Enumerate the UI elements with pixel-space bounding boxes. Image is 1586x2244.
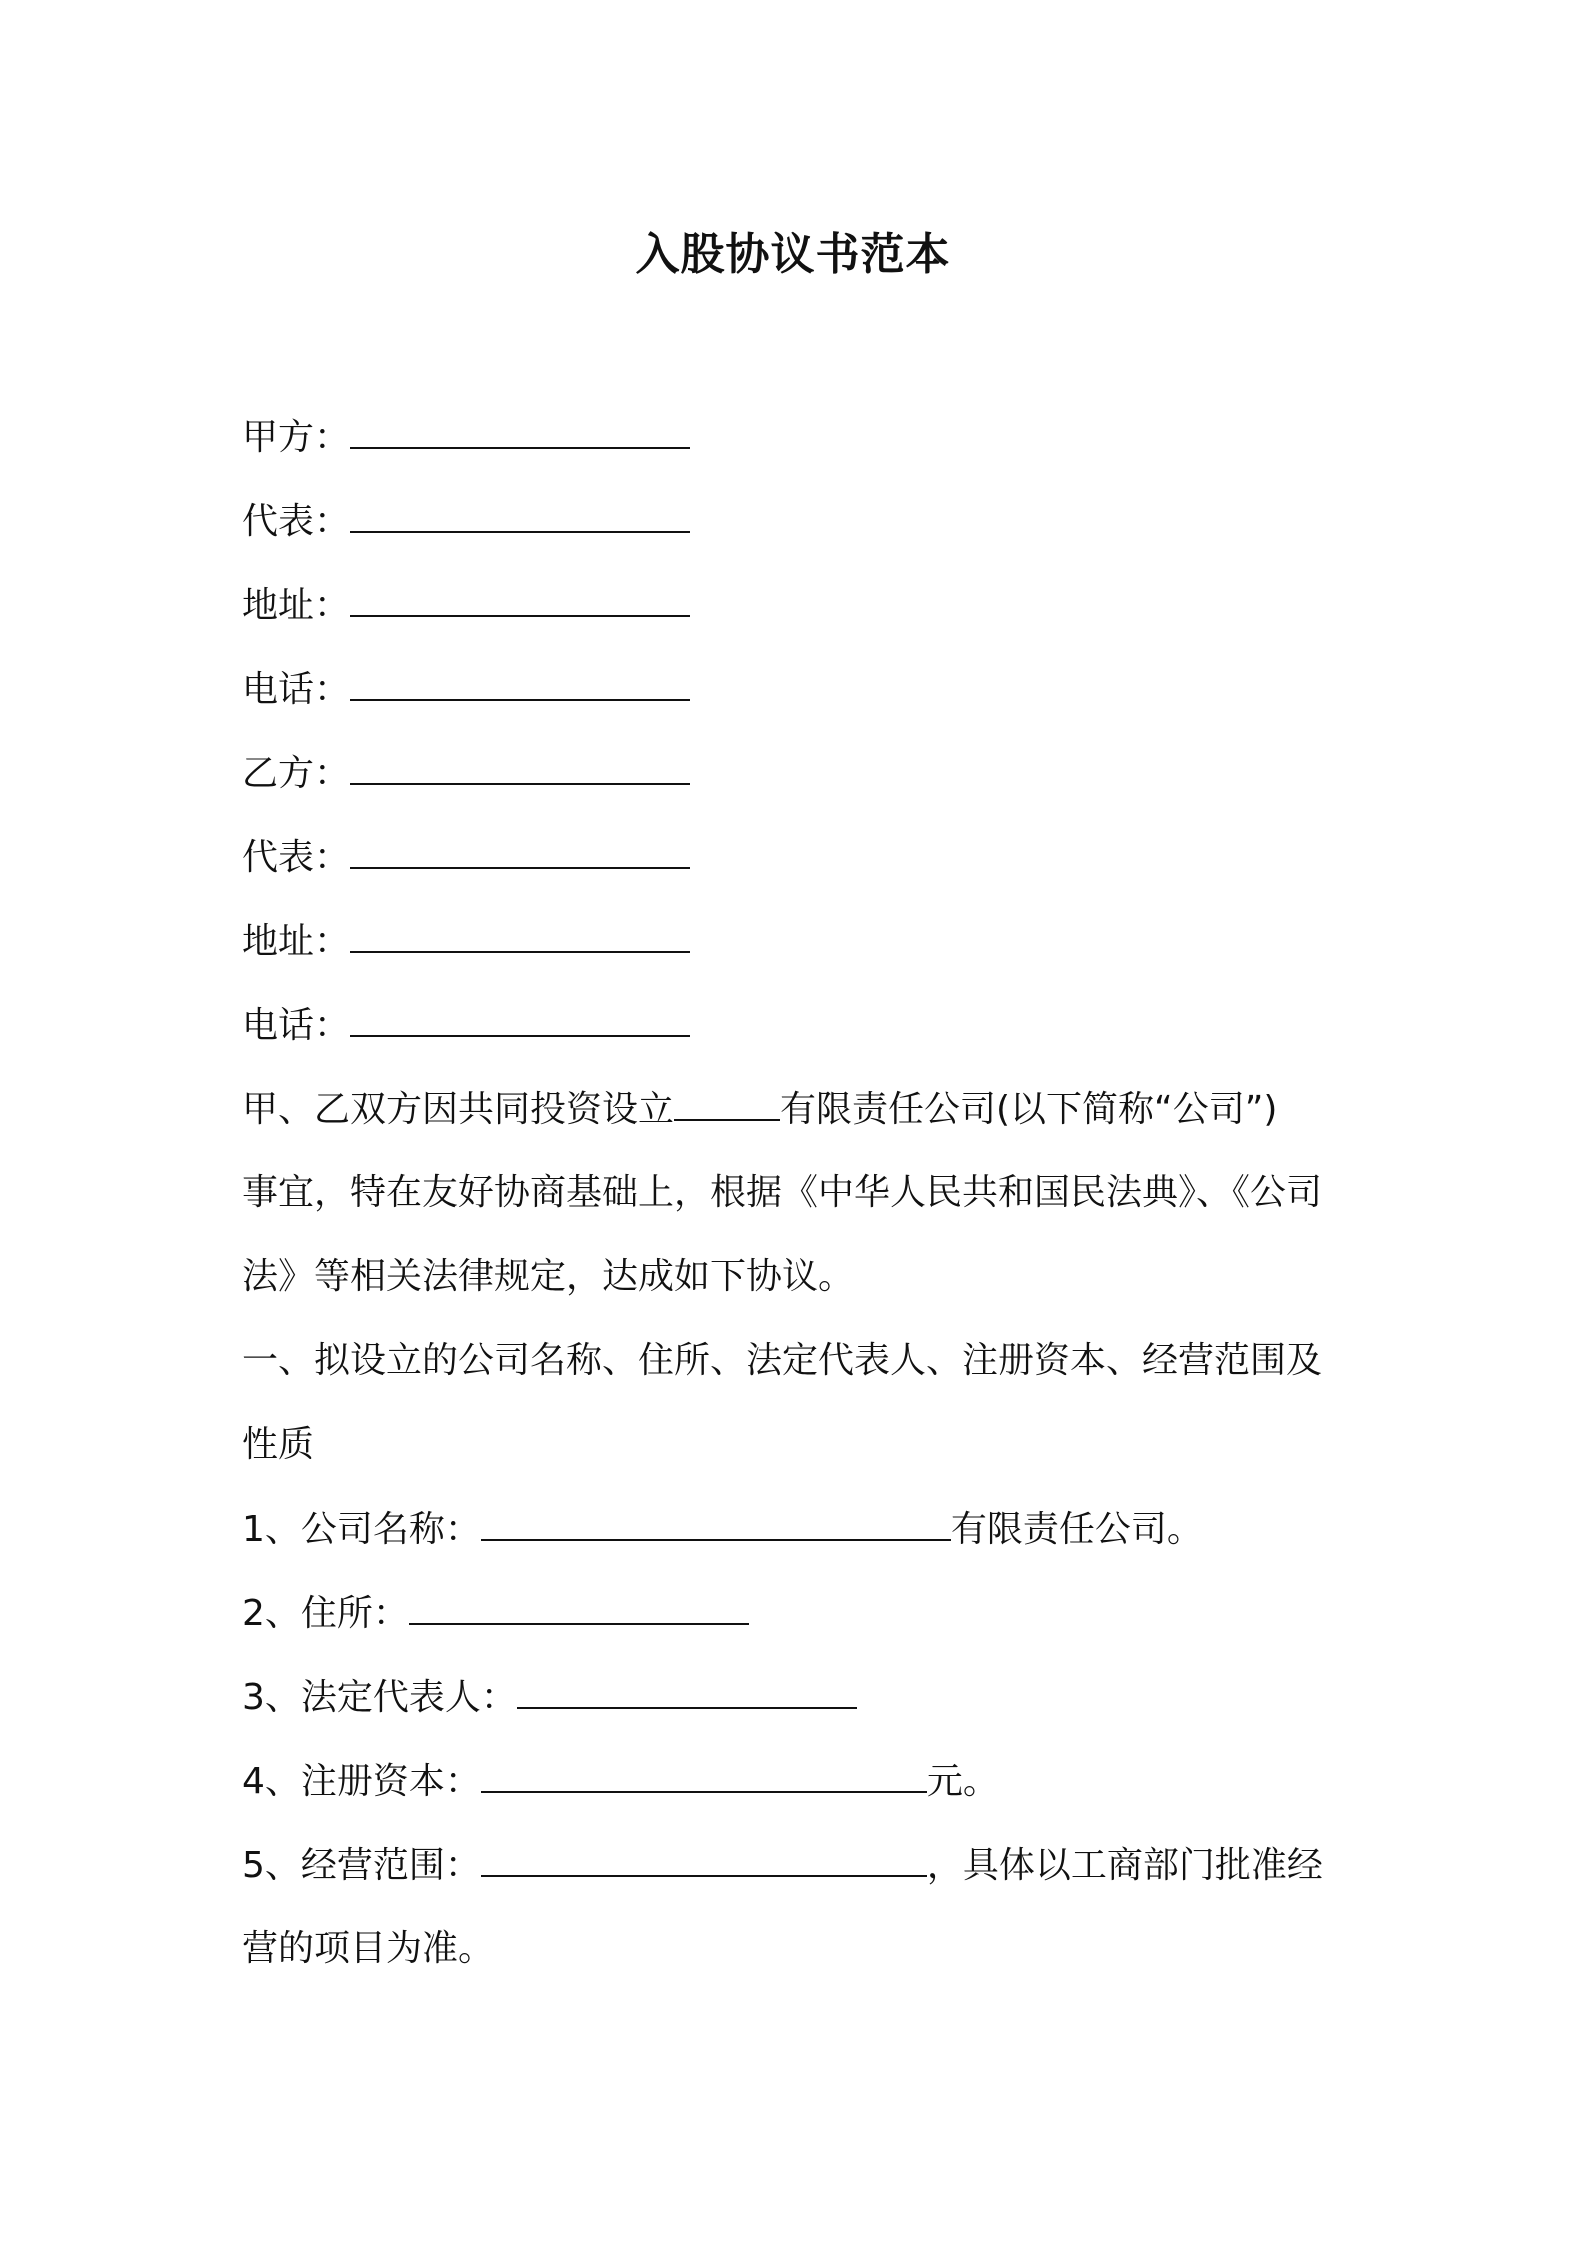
party-b-label: 乙方： [242,753,351,794]
party-a-representative-blank[interactable] [350,497,690,533]
item-registered-capital-label: 4、注册资本： [242,1761,481,1802]
business-scope-blank[interactable] [481,1841,927,1877]
intro-line-3: 法》等相关法律规定，达成如下协议。 [242,1256,855,1297]
item-business-scope-suffix: ，具体以工商部门批准经 [926,1845,1323,1886]
item-domicile-label: 2、住所： [242,1593,409,1634]
party-a-field [242,413,690,462]
party-a-representative-label: 代表： [242,501,351,542]
section-1-heading-line-2: 性质 [242,1424,315,1465]
party-b-phone-label: 电话： [242,1005,351,1046]
item-legal-representative-label: 3、法定代表人： [242,1677,517,1718]
item-business-scope-line-2: 营的项目为准。 [242,1928,495,1969]
party-a-label: 甲方： [242,417,351,458]
party-b-representative-label: 代表： [242,837,351,878]
domicile-blank[interactable] [409,1589,749,1625]
intro-line-1 [242,1085,1277,1134]
party-b-field [242,749,690,798]
item-legal-representative [242,1673,857,1722]
company-name-blank[interactable] [481,1505,951,1541]
party-b-representative-blank[interactable] [350,833,690,869]
party-a-phone-field [242,665,690,714]
party-a-blank[interactable] [350,413,690,449]
section-1-heading-line-1: 一、拟设立的公司名称、住所、法定代表人、注册资本、经营范围及 [242,1340,1323,1381]
intro-line-1-pre: 甲、乙双方因共同投资设立 [242,1089,675,1130]
item-registered-capital [242,1757,999,1806]
party-a-address-label: 地址： [242,585,351,626]
party-b-phone-blank[interactable] [350,1001,690,1037]
intro-line-2: 事宜，特在友好协商基础上，根据《中华人民共和国民法典》、《公司 [242,1172,1323,1213]
party-b-blank[interactable] [350,749,690,785]
party-b-address-label: 地址： [242,921,351,962]
registered-capital-blank[interactable] [481,1757,927,1793]
party-a-representative-field [242,497,690,546]
party-a-phone-blank[interactable] [350,665,690,701]
item-business-scope-label: 5、经营范围： [242,1845,481,1886]
party-a-address-field [242,581,690,630]
party-a-address-blank[interactable] [350,581,690,617]
intro-line-1-post: 有限责任公司(以下简称“公司”) [780,1089,1278,1130]
party-b-address-blank[interactable] [350,917,690,953]
legal-representative-blank[interactable] [517,1673,857,1709]
item-business-scope [242,1841,1323,1890]
document-title: 入股协议书范本 [635,229,951,280]
party-b-phone-field [242,1001,690,1050]
party-b-address-field [242,917,690,966]
item-company-name-suffix: 有限责任公司。 [950,1509,1203,1550]
item-company-name [242,1505,1203,1554]
party-b-representative-field [242,833,690,882]
item-domicile [242,1589,749,1638]
item-registered-capital-suffix: 元。 [926,1761,999,1802]
party-a-phone-label: 电话： [242,669,351,710]
item-company-name-label: 1、公司名称： [242,1509,481,1550]
company-name-blank-intro[interactable] [674,1085,780,1121]
